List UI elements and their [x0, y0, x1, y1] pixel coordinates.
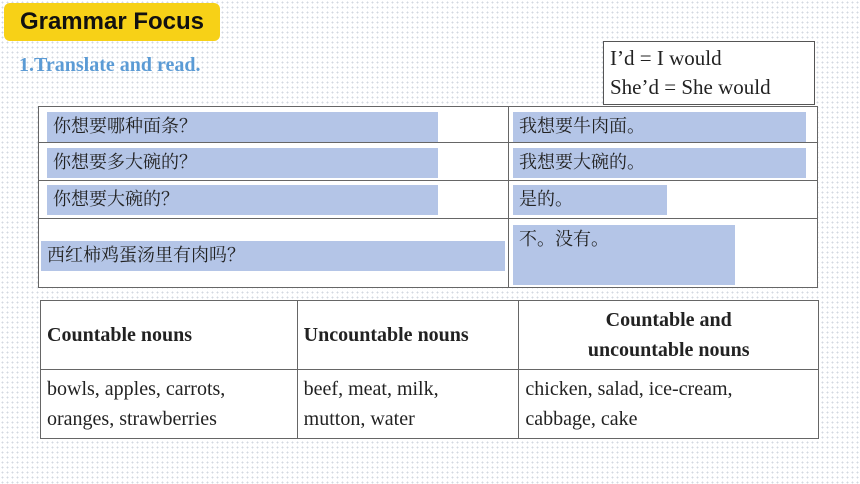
cell-line: bowls, apples, carrots, — [47, 378, 226, 400]
question-bar: 你想要哪种面条？ — [47, 112, 438, 142]
header-countable: Countable nouns — [41, 301, 298, 370]
column-divider — [508, 107, 509, 287]
cell-countable — [41, 370, 298, 439]
answer-bar: 我想要大碗的。 — [513, 148, 806, 178]
table-header-row — [41, 301, 819, 370]
translation-table — [38, 106, 818, 288]
cell-uncountable — [297, 370, 519, 439]
answer-bar: 是的。 — [513, 185, 667, 215]
answer-bar: 我想要牛肉面。 — [513, 112, 806, 142]
note-line-2: She’d = She would — [610, 75, 771, 99]
nouns-table — [40, 300, 819, 439]
row-divider — [39, 218, 817, 219]
question-bar: 西红柿鸡蛋汤里有肉吗？ — [41, 241, 505, 271]
section-subtitle: 1.Translate and read. — [19, 54, 201, 76]
table-row — [41, 370, 819, 439]
header-both-line-2: uncountable nouns — [587, 339, 750, 361]
cell-line: chicken, salad, ice-cream, — [525, 378, 733, 400]
note-line-1: I’d = I would — [610, 46, 722, 70]
question-bar: 你想要多大碗的？ — [47, 148, 438, 178]
row-divider — [39, 180, 817, 181]
cell-line: cabbage, cake — [525, 408, 638, 430]
cell-line: oranges, strawberries — [47, 408, 217, 430]
header-uncountable: Uncountable nouns — [297, 301, 519, 370]
cell-line: beef, meat, milk, — [303, 378, 439, 400]
row-divider — [39, 142, 817, 143]
cell-line: mutton, water — [303, 408, 415, 430]
header-both-line-1: Countable and — [605, 309, 732, 331]
cell-both — [519, 370, 819, 439]
header-both — [519, 301, 819, 370]
answer-bar: 不。没有。 — [513, 225, 735, 285]
page-title: Grammar Focus — [19, 8, 205, 35]
question-bar: 你想要大碗的？ — [47, 185, 438, 215]
contraction-note — [603, 41, 815, 105]
title-banner — [4, 3, 220, 41]
